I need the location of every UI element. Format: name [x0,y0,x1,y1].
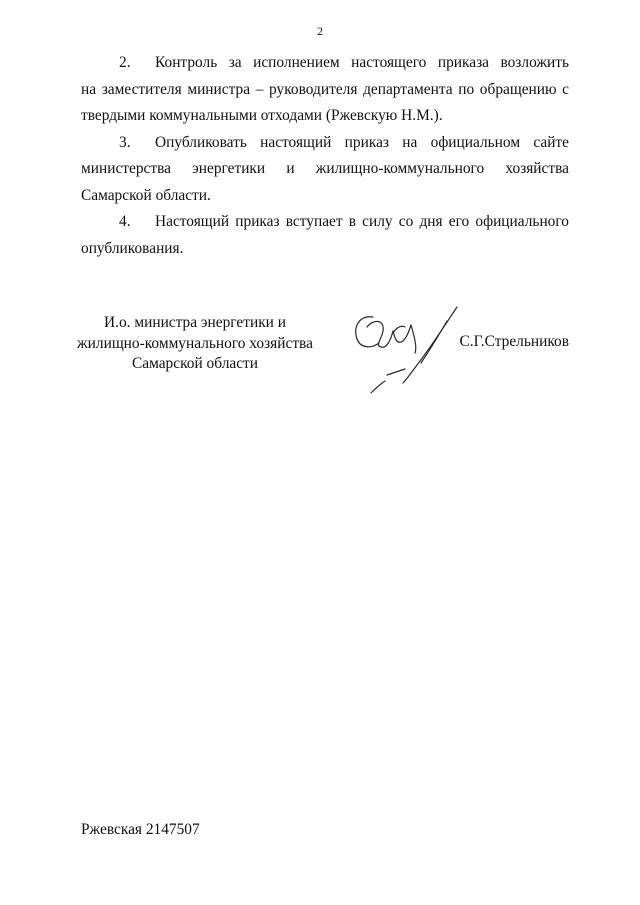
paragraph-rest-text: опубликования. [81,239,184,257]
paragraph-first-line [81,209,569,236]
paragraph-first-line [81,130,569,157]
paragraph-number: 3. [119,133,131,151]
signer-position-line: жилищно-коммунального хозяйства [77,334,313,352]
paragraph-first-line-text: Настоящий приказ вступает в силу со дня его официального [155,213,569,230]
paragraph-rest-text: на заместителя министра – руководителя департамента по обращению с твердыми коммунальными отходами (Ржевскую Н.М.). [81,80,569,124]
paragraph-4 [81,209,569,262]
signer-position-line: Самарской области [131,355,258,372]
paragraph-rest-text: министерства энергетики и жилищно-коммунального хозяйства Самарской области. [81,160,569,204]
executor-note: Ржевская 2147507 [81,821,200,838]
page-number: 2 [317,24,323,38]
paragraph-number: 2. [119,54,131,71]
document-body [81,50,569,262]
signer-position [60,313,330,375]
signer-name: С.Г.Стрельников [459,333,569,350]
paragraph-first-line [81,50,569,77]
paragraph-2 [81,50,569,130]
paragraph-3 [81,130,569,210]
handwritten-signature [345,303,470,395]
paragraph-first-line-text: Контроль за исполнением настоящего приказа возложить [155,54,569,71]
signer-position-line: И.о. министра энергетики и [104,314,286,331]
paragraph-number: 4. [119,213,131,230]
paragraph-first-line-text: Опубликовать настоящий приказ на официальном сайте [155,133,569,151]
